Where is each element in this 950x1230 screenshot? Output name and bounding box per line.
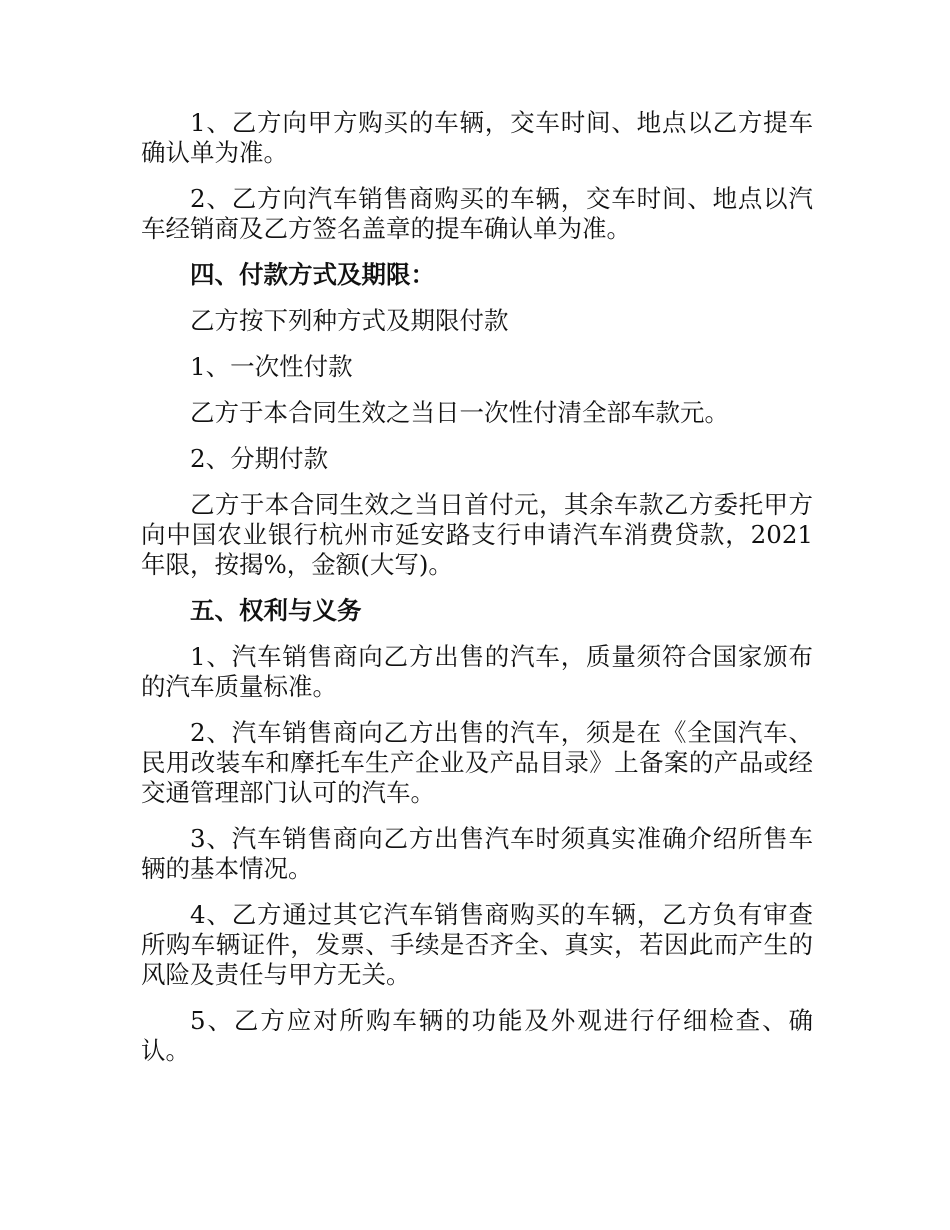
- paragraph-lump-sum-title: 1、一次性付款: [190, 352, 353, 381]
- paragraph-installment-title: 2、分期付款: [190, 444, 329, 473]
- section-heading-rights: 五、权利与义务: [190, 596, 362, 625]
- paragraph-rights-2: 2、汽车销售商向乙方出售的汽车，须是在《全国汽车、民用改装车和摩托车生产企业及产品目录》上备案的产品或经交通管理部门认可的汽车。: [141, 718, 813, 807]
- section-heading-payment: 四、付款方式及期限：: [190, 260, 435, 289]
- paragraph-installment-body: 乙方于本合同生效之当日首付元，其余车款乙方委托甲方向中国农业银行杭州市延安路支行申请汽车消费贷款，2021年限，按揭%，金额(大写)。: [141, 490, 813, 579]
- paragraph-rights-1: 1、汽车销售商向乙方出售的汽车，质量须符合国家颁布的汽车质量标准。: [141, 642, 813, 701]
- paragraph-delivery-1: 1、乙方向甲方购买的车辆，交车时间、地点以乙方提车确认单为准。: [141, 108, 813, 167]
- paragraph-rights-4: 4、乙方通过其它汽车销售商购买的车辆，乙方负有审查所购车辆证件，发票、手续是否齐全、真实，若因此而产生的风险及责任与甲方无关。: [141, 900, 813, 989]
- paragraph-payment-intro: 乙方按下列种方式及期限付款: [190, 306, 509, 335]
- paragraph-delivery-2: 2、乙方向汽车销售商购买的车辆，交车时间、地点以汽车经销商及乙方签名盖章的提车确认单为准。: [141, 184, 813, 243]
- paragraph-rights-3: 3、汽车销售商向乙方出售汽车时须真实准确介绍所售车辆的基本情况。: [141, 824, 813, 883]
- document-body: [141, 108, 813, 1082]
- paragraph-lump-sum-body: 乙方于本合同生效之当日一次性付清全部车款元。: [190, 398, 729, 427]
- paragraph-rights-5: 5、乙方应对所购车辆的功能及外观进行仔细检查、确认。: [141, 1006, 813, 1065]
